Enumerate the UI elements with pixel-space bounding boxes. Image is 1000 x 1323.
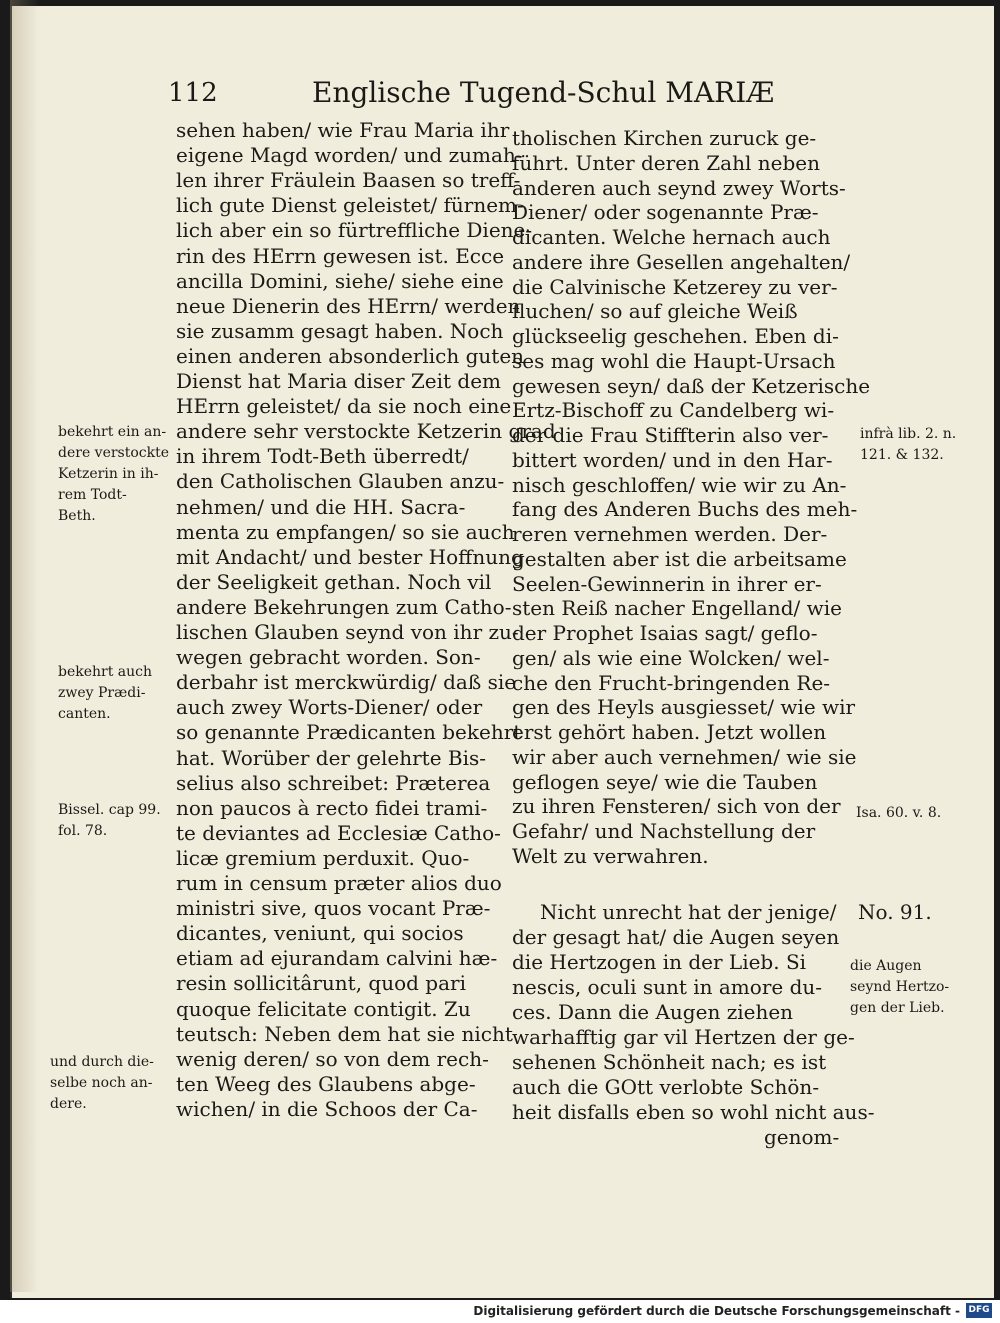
text-line: genom- <box>764 1125 840 1149</box>
margin-note-bissel-citation: Bissel. cap 99. fol. 78. <box>58 802 161 839</box>
text-line: lich aber ein so fürtreffliche Diene- <box>176 218 533 243</box>
text-line: mit Andacht/ und bester Hoffnung <box>176 544 524 569</box>
text-line: sehen haben/ wie Frau Maria ihr <box>176 118 510 142</box>
text-line: rum in censum præter alios duo <box>176 871 502 895</box>
page-number: 112 <box>168 78 218 108</box>
text-line: dicantes, veniunt, qui socios <box>176 921 464 946</box>
text-line: selius also schreibet: Præterea <box>176 770 491 795</box>
text-line: die Calvinische Ketzerey zu ver- <box>512 274 838 299</box>
text-line: sie zusamm gesagt haben. Noch <box>176 318 504 343</box>
text-line: lischen Glauben seynd von ihr zu- <box>176 620 519 644</box>
section-number: No. 91. <box>858 900 932 924</box>
running-title: Englische Tugend-Schul MARIÆ <box>312 76 775 109</box>
text-line: len ihrer Fräulein Baasen so treff- <box>176 168 521 193</box>
text-line: sten Reiß nacher Engelland/ wie <box>512 596 842 621</box>
page-edge-stain <box>10 0 40 1292</box>
text-line: erst gehört haben. Jetzt wollen <box>512 720 827 744</box>
text-line: den Catholischen Glauben anzu- <box>176 469 505 494</box>
text-line: gewesen seyn/ daß der Ketzerische <box>512 373 871 398</box>
margin-note-infra-ref: infrà lib. 2. n. 121. & 132. <box>860 426 957 463</box>
text-line: der Prophet Isaias sagt/ geflo- <box>512 621 818 645</box>
text-line: gen/ als wie eine Wolcken/ wel- <box>512 645 830 670</box>
text-line: nehmen/ und die HH. Sacra- <box>176 494 466 519</box>
text-line: hat. Worüber der gelehrte Bis- <box>176 745 487 770</box>
text-line: auch zwey Worts-Diener/ oder <box>176 695 483 720</box>
text-line: rin des HErrn gewesen ist. Ecce <box>176 243 505 268</box>
text-line: ces. Dann die Augen ziehen <box>512 1000 794 1024</box>
text-line: etiam ad ejurandam calvini hæ- <box>176 946 498 971</box>
text-line: licæ gremium perduxit. Quo- <box>176 845 470 870</box>
margin-note-others: und durch die- selbe noch an- dere. <box>50 1054 154 1112</box>
text-line: warhafftig gar vil Hertzen der ge- <box>512 1025 855 1049</box>
text-line: eigene Magd worden/ und zumah- <box>176 143 523 168</box>
footer-credit: Digitalisierung gefördert durch die Deutsche Forschungsgemeinschaft - <box>473 1304 960 1318</box>
text-line: anderen auch seynd zwey Worts- <box>512 175 846 200</box>
footer-bar <box>0 1300 1000 1323</box>
margin-note-isaiah-ref: Isa. 60. v. 8. <box>856 805 942 821</box>
text-line: HErrn geleistet/ da sie noch eine <box>176 394 512 419</box>
text-line: Gefahr/ und Nachstellung der <box>512 819 816 843</box>
text-line: reren vernehmen werden. Der- <box>512 522 828 546</box>
text-line: wir aber auch vernehmen/ wie sie <box>512 744 857 769</box>
text-line: in ihrem Todt-Beth überredt/ <box>176 444 469 469</box>
text-line: andere sehr verstockte Ketzerin grad <box>176 419 556 444</box>
text-line: nescis, oculi sunt in amore du- <box>512 975 823 999</box>
text-line: teutsch: Neben dem hat sie nicht <box>176 1021 513 1046</box>
text-line: die Hertzogen in der Lieb. Si <box>512 950 807 974</box>
text-line: gen des Heyls ausgiesset/ wie wir <box>512 695 856 720</box>
text-line: non paucos à recto fidei trami- <box>176 795 488 820</box>
text-line: bittert worden/ und in den Har- <box>512 447 833 472</box>
text-line: wegen gebracht worden. Son- <box>176 645 481 670</box>
text-line: derbahr ist merckwürdig/ daß sie <box>176 670 517 695</box>
text-line: lich gute Dienst geleistet/ fürnem- <box>176 193 524 218</box>
text-line: einen anderen absonderlich guten <box>176 343 525 368</box>
text-line: geflogen seye/ wie die Tauben <box>512 769 818 794</box>
text-line: che den Frucht-bringenden Re- <box>512 670 831 695</box>
text-line: der gesagt hat/ die Augen seyen <box>512 925 840 949</box>
text-line: fluchen/ so auf gleiche Weiß <box>512 299 798 324</box>
text-line: glückseelig geschehen. Eben di- <box>512 324 839 348</box>
text-line: so genannte Prædicanten bekehrt <box>176 720 522 745</box>
margin-note-preachers: bekehrt auch zwey Prædi- canten. <box>58 664 153 722</box>
text-line: auch die GOtt verlobte Schön- <box>512 1075 820 1099</box>
text-line: nisch geschloffen/ wie wir zu An- <box>512 472 847 497</box>
text-line: wichen/ in die Schoos der Ca- <box>176 1096 478 1121</box>
text-line: ancilla Domini, siehe/ siehe eine <box>176 268 504 293</box>
text-line: der Seeligkeit gethan. Noch vil <box>176 569 492 594</box>
text-line: dicanten. Welche hernach auch <box>512 225 831 249</box>
text-line: sehenen Schönheit nach; es ist <box>512 1050 827 1074</box>
text-line: neue Dienerin des HErrn/ werden <box>176 293 521 318</box>
text-line: quoque felicitate contigit. Zu <box>176 996 471 1021</box>
text-line: Welt zu verwahren. <box>512 843 709 868</box>
text-line: ten Weeg des Glaubens abge- <box>176 1071 476 1096</box>
text-line: Diener/ oder sogenannte Præ- <box>512 200 819 225</box>
text-line: te deviantes ad Ecclesiæ Catho- <box>176 820 501 845</box>
text-line: ministri sive, quos vocant Præ- <box>176 896 491 921</box>
text-line: Seelen-Gewinnerin in ihrer er- <box>512 571 822 596</box>
text-line: Ertz-Bischoff zu Candelberg wi- <box>512 398 835 423</box>
text-line: fang des Anderen Buchs des meh- <box>512 497 858 522</box>
margin-note-eyes: die Augen seynd Hertzo- gen der Lieb. <box>850 958 950 1016</box>
text-line: andere ihre Gesellen angehalten/ <box>512 249 851 274</box>
text-line: wenig deren/ so von dem rech- <box>176 1046 489 1071</box>
dfg-logo-icon: DFG <box>966 1303 992 1318</box>
text-line: gestalten aber ist die arbeitsame <box>512 546 847 571</box>
text-line: der die Frau Stiffterin also ver- <box>512 423 829 447</box>
text-line: tholischen Kirchen zuruck ge- <box>512 126 817 150</box>
text-line: Dienst hat Maria diser Zeit dem <box>176 369 501 393</box>
text-line: ses mag wohl die Haupt-Ursach <box>512 348 836 373</box>
text-line: resin sollicitârunt, quod pari <box>176 971 466 996</box>
text-line: heit disfalls eben so wohl nicht aus- <box>512 1100 875 1124</box>
text-line: führt. Unter deren Zahl neben <box>512 150 820 175</box>
text-line: andere Bekehrungen zum Catho- <box>176 594 512 619</box>
text-line: menta zu empfangen/ so sie auch <box>176 519 515 544</box>
text-line: zu ihren Fensteren/ sich von der <box>512 794 841 819</box>
text-line: Nicht unrecht hat der jenige/ <box>540 900 837 924</box>
margin-note-conversion: bekehrt ein an- dere verstockte Ketzerin in ih- rem Todt- Beth. <box>58 424 170 524</box>
